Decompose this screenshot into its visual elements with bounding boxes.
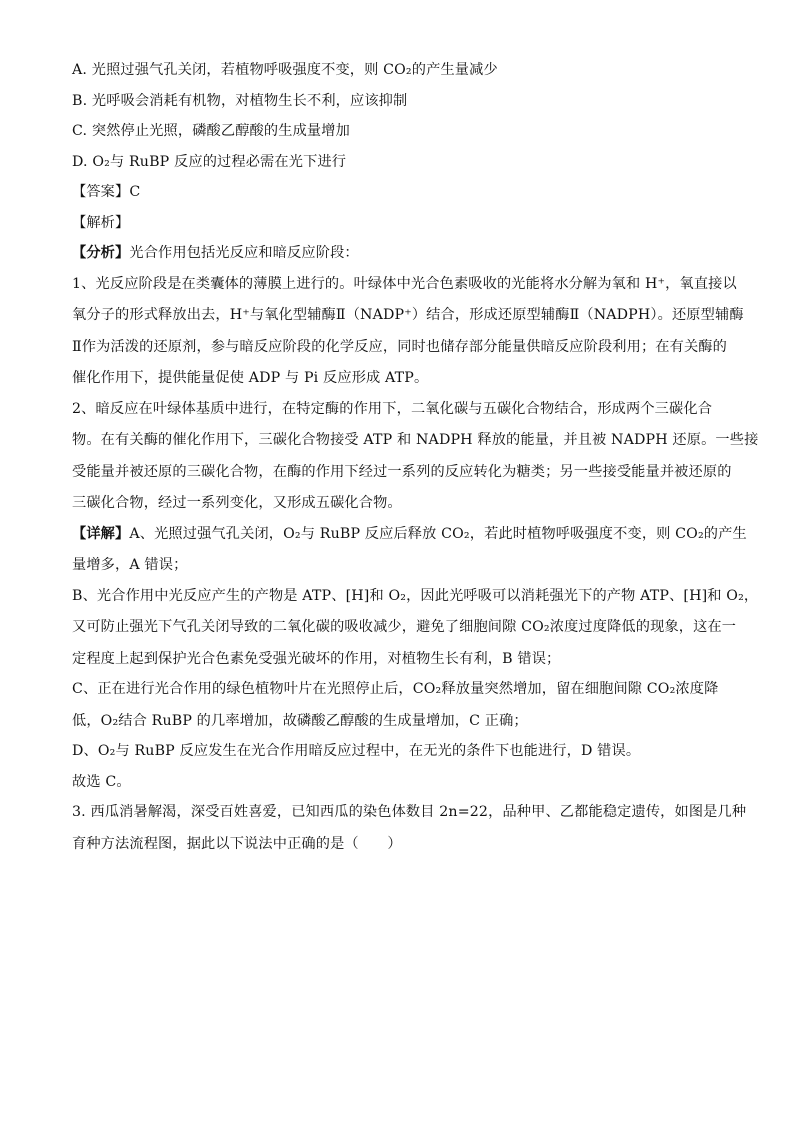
text-line: 1、光反应阶段是在类囊体的薄膜上进行的。叶绿体中光合色素吸收的光能将水分解为氧和 H⁺，氧直接以: [72, 275, 737, 292]
option-text: 光呼吸会消耗有机物，对植物生长不利，应该抑制: [91, 92, 408, 109]
analysis-point-2: [72, 399, 759, 515]
text-line: 受能量并被还原的三碳化合物，在酶的作用下经过一系列的反应转化为糖类；另一些接受能量并被还原的: [72, 463, 732, 480]
text-line: 故选 C。: [72, 773, 131, 790]
detail-paragraph-d: [72, 741, 724, 762]
jiexi-tag: 【解析】: [72, 214, 130, 231]
option-text: 光照过强气孔关闭，若植物呼吸强度不变，则 CO₂的产生量减少: [91, 62, 498, 78]
text-line: 2、暗反应在叶绿体基质中进行，在特定酶的作用下，二氧化碳与五碳化合物结合，形成两个三碳化合: [72, 400, 713, 417]
text-line: 催化作用下，提供能量促使 ADP 与 Pi 反应形成 ATP。: [72, 370, 429, 386]
text-line: 低，O₂结合 RuBP 的几率增加，故磷酸乙醇酸的生成量增加，C 正确；: [72, 712, 528, 729]
option-a: [72, 60, 724, 81]
text-line: 又可防止强光下气孔关闭导致的二氧化碳的吸收减少，避免了细胞间隙 CO₂浓度过度降低的现象，这在一: [72, 619, 737, 635]
text-line: 定程度上起到保护光合色素免受强光破坏的作用，对植物生长有利，B 错误；: [72, 650, 561, 667]
analysis-tag: 【分析】: [72, 245, 130, 261]
detail-paragraph-a: [72, 524, 747, 577]
text-line: Ⅱ作为活泼的还原剂，参与暗反应阶段的化学反应，同时也储存部分能量供暗反应阶段利用；在有关酶的: [72, 338, 727, 355]
option-d: [72, 152, 724, 173]
question-line: 育种方法流程图，据此以下说法中正确的是（ ）: [72, 835, 402, 852]
text-line: D、O₂与 RuBP 反应发生在光合作用暗反应过程中，在无光的条件下也能进行，D 错误。: [72, 743, 641, 759]
option-text: 突然停止光照，磷酸乙醇酸的生成量增加: [91, 123, 350, 139]
detail-paragraph-b: [72, 586, 759, 670]
question-3: [72, 802, 747, 855]
answer-value: C: [129, 184, 141, 200]
detail-conclusion: [72, 772, 724, 793]
analysis-intro: 光合作用包括光反应和暗反应阶段：: [129, 245, 359, 261]
option-b: [72, 91, 724, 112]
text-line: 三碳化合物，经过一系列变化，又形成五碳化合物。: [72, 495, 402, 511]
answer-tag: 【答案】: [72, 184, 130, 200]
detail-paragraph-c: [72, 679, 724, 732]
question-line: 3. 西瓜消暑解渴，深受百姓喜爱，已知西瓜的染色体数目 2n=22，品种甲、乙都能稳定遗传，如图是几种: [72, 804, 747, 820]
option-c: [72, 121, 724, 142]
option-label: D.: [72, 153, 88, 170]
jiexi-heading: [72, 213, 724, 234]
option-label: C.: [72, 123, 88, 139]
detail-tag: 【详解】: [72, 525, 130, 542]
analysis-point-1: [72, 274, 744, 390]
option-label: B.: [72, 92, 88, 109]
answer-line: [72, 182, 724, 203]
text-line: 氧分子的形式释放出去，H⁺与氧化型辅酶Ⅱ（NADP⁺）结合，形成还原型辅酶Ⅱ（NADPH）。还原型辅酶: [72, 307, 744, 323]
option-text: O₂与 RuBP 反应的过程必需在光下进行: [92, 153, 347, 170]
text-line: [72, 524, 747, 545]
text-line: C、正在进行光合作用的绿色植物叶片在光照停止后，CO₂释放量突然增加，留在细胞间隙 CO₂浓度降: [72, 681, 719, 697]
option-label: A.: [72, 62, 88, 78]
analysis-heading: [72, 243, 724, 264]
document-page: [72, 60, 759, 864]
text-line: 量增多，A 错误；: [72, 557, 188, 573]
text-line: B、光合作用中光反应产生的产物是 ATP、[H]和 O₂，因此光呼吸可以消耗强光下的产物 ATP、[H]和 O₂，: [72, 587, 759, 604]
text-line: 物。在有关酶的催化作用下，三碳化合物接受 ATP 和 NADPH 释放的能量，并且被 NADPH 还原。一些接: [72, 432, 759, 448]
detail-text: A、光照过强气孔关闭，O₂与 RuBP 反应后释放 CO₂，若此时植物呼吸强度不变，则 CO₂的产生: [129, 525, 747, 542]
